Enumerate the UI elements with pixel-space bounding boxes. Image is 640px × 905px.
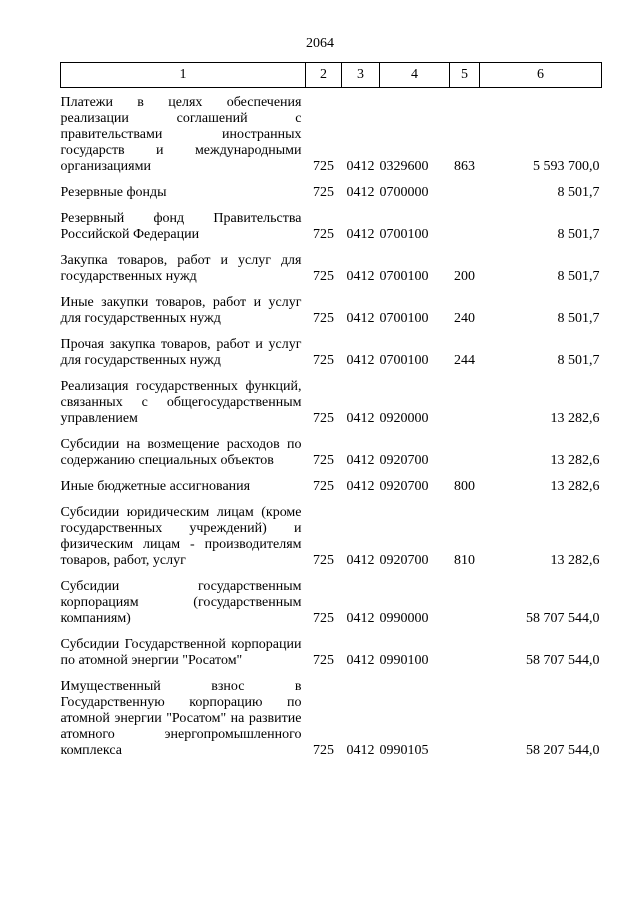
- row-name: Реализация государственных функций, связанных с общегосударственным управлением: [60, 379, 302, 426]
- row-name: Прочая закупка товаров, работ и услуг для государственных нужд: [60, 337, 302, 368]
- row-ministry-code: 725: [313, 553, 334, 568]
- row-amount: 58 707 544,0: [526, 611, 600, 626]
- row-ministry-code: 725: [313, 411, 334, 426]
- row-ministry-code: 725: [313, 311, 334, 326]
- row-target-code: 0990105: [379, 743, 429, 758]
- row-ministry-code: 725: [313, 269, 334, 284]
- row-section-code: 0412: [346, 185, 375, 200]
- table-row: [61, 178, 602, 204]
- row-target-code: 0920700: [379, 479, 429, 494]
- row-ministry-code: 725: [313, 227, 334, 242]
- row-name: Субсидии на возмещение расходов по содержанию специальных объектов: [60, 437, 302, 468]
- row-expense-type: 240: [454, 311, 475, 326]
- row-section-code: 0412: [346, 479, 375, 494]
- header-col-5: 5: [450, 63, 480, 88]
- row-section-code: 0412: [346, 311, 375, 326]
- row-amount: 5 593 700,0: [533, 159, 600, 174]
- row-expense-type: 810: [454, 553, 475, 568]
- row-amount: 58 707 544,0: [526, 653, 600, 668]
- row-target-code: 0920700: [379, 453, 429, 468]
- row-ministry-code: 725: [313, 353, 334, 368]
- row-name: Резервные фонды: [60, 185, 167, 200]
- header-col-3: 3: [342, 63, 380, 88]
- row-amount: 8 501,7: [557, 227, 600, 242]
- row-target-code: 0990000: [379, 611, 429, 626]
- row-ministry-code: 725: [313, 479, 334, 494]
- row-section-code: 0412: [346, 553, 375, 568]
- row-ministry-code: 725: [313, 743, 334, 758]
- table-row: [61, 372, 602, 430]
- row-target-code: 0700100: [379, 353, 429, 368]
- table-row: [61, 88, 602, 179]
- row-section-code: 0412: [346, 653, 375, 668]
- row-target-code: 0700100: [379, 269, 429, 284]
- row-name: Субсидии Государственной корпорации по атомной энергии "Росатом": [60, 637, 302, 668]
- row-expense-type: [450, 672, 480, 762]
- row-amount: 13 282,6: [550, 411, 600, 426]
- row-section-code: 0412: [346, 227, 375, 242]
- row-target-code: 0700100: [379, 311, 429, 326]
- table-row: [61, 330, 602, 372]
- table-row: [61, 472, 602, 498]
- row-target-code: 0700000: [379, 185, 429, 200]
- row-ministry-code: 725: [313, 611, 334, 626]
- row-name: Иные закупки товаров, работ и услуг для государственных нужд: [60, 295, 302, 326]
- row-name: Имущественный взнос в Государственную корпорацию по атомной энергии "Росатом" на развитие атомного энергопромышленного комплекса: [60, 679, 302, 758]
- row-amount: 8 501,7: [557, 269, 600, 284]
- row-section-code: 0412: [346, 353, 375, 368]
- row-expense-type: [450, 178, 480, 204]
- header-col-1: 1: [61, 63, 306, 88]
- table-row: [61, 204, 602, 246]
- table-row: [61, 430, 602, 472]
- row-amount: 13 282,6: [550, 479, 600, 494]
- table-row: [61, 672, 602, 762]
- table-row: [61, 630, 602, 672]
- row-section-code: 0412: [346, 743, 375, 758]
- row-target-code: 0990100: [379, 653, 429, 668]
- row-expense-type: [450, 630, 480, 672]
- budget-table: [60, 62, 602, 762]
- row-section-code: 0412: [346, 159, 375, 174]
- row-expense-type: 244: [454, 353, 475, 368]
- row-name: Субсидии юридическим лицам (кроме государственных учреждений) и физическим лицам - производителям товаров, работ, услуг: [60, 505, 302, 568]
- row-target-code: 0920000: [379, 411, 429, 426]
- row-ministry-code: 725: [313, 653, 334, 668]
- row-expense-type: [450, 204, 480, 246]
- table-row: [61, 498, 602, 572]
- row-expense-type: [450, 572, 480, 630]
- row-expense-type: [450, 430, 480, 472]
- row-amount: 58 207 544,0: [526, 743, 600, 758]
- row-name: Субсидии государственным корпорациям (государственным компаниям): [60, 579, 302, 626]
- row-amount: 8 501,7: [557, 185, 600, 200]
- row-ministry-code: 725: [313, 185, 334, 200]
- row-amount: 8 501,7: [557, 353, 600, 368]
- row-expense-type: 863: [454, 159, 475, 174]
- page-number: 2064: [306, 36, 334, 51]
- row-section-code: 0412: [346, 453, 375, 468]
- row-amount: 13 282,6: [550, 553, 600, 568]
- row-expense-type: [450, 372, 480, 430]
- row-ministry-code: 725: [313, 159, 334, 174]
- header-col-6: 6: [480, 63, 602, 88]
- row-target-code: 0700100: [379, 227, 429, 242]
- row-name: Платежи в целях обеспечения реализации соглашений с правительствами иностранных государств и международными организациями: [60, 95, 302, 174]
- row-amount: 8 501,7: [557, 311, 600, 326]
- table-row: [61, 572, 602, 630]
- table-header-row: [61, 63, 602, 88]
- row-expense-type: 200: [454, 269, 475, 284]
- row-target-code: 0920700: [379, 553, 429, 568]
- table-row: [61, 246, 602, 288]
- header-col-2: 2: [306, 63, 342, 88]
- row-amount: 13 282,6: [550, 453, 600, 468]
- row-name: Закупка товаров, работ и услуг для государственных нужд: [60, 253, 302, 284]
- row-section-code: 0412: [346, 269, 375, 284]
- row-name: Резервный фонд Правительства Российской Федерации: [60, 211, 302, 242]
- row-name: Иные бюджетные ассигнования: [60, 479, 251, 494]
- row-expense-type: 800: [454, 479, 475, 494]
- header-col-4: 4: [380, 63, 450, 88]
- row-section-code: 0412: [346, 411, 375, 426]
- row-section-code: 0412: [346, 611, 375, 626]
- row-target-code: 0329600: [379, 159, 429, 174]
- table-row: [61, 288, 602, 330]
- row-ministry-code: 725: [313, 453, 334, 468]
